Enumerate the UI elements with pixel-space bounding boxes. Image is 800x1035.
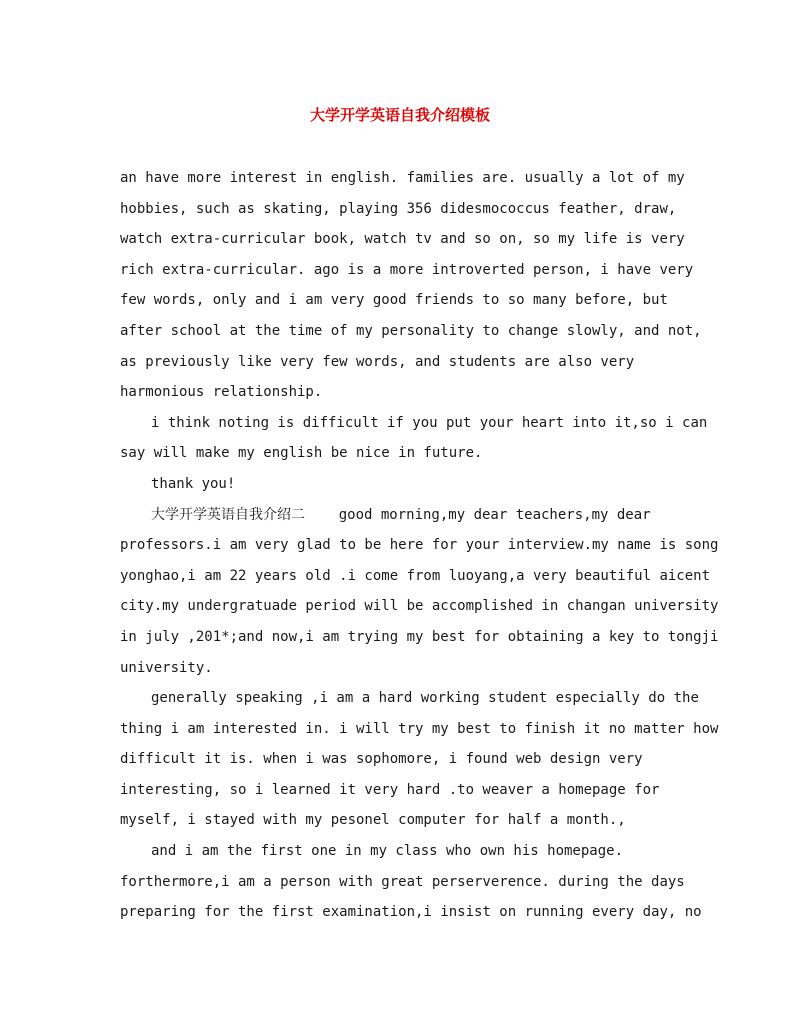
text-line: say will make my english be nice in future.	[120, 445, 483, 462]
text-line: 大学开学英语自我介绍二 good morning,my dear teachers,my dear	[151, 506, 651, 523]
paragraph-hobbies	[120, 163, 702, 408]
text-line: generally speaking ,i am a hard working student especially do the	[151, 690, 699, 707]
text-line: hobbies, such as skating, playing 356 didesmococcus feather, draw,	[120, 200, 677, 217]
text-line: in july ,201*;and now,i am trying my best for obtaining a key to tongji	[120, 628, 719, 645]
paragraph-homepage	[120, 836, 702, 928]
text-line: forthermore,i am a person with great perserverence. during the days	[120, 873, 685, 890]
text-line: few words, only and i am very good friends to so many before, but	[120, 292, 668, 309]
paragraph-difficult	[120, 408, 708, 469]
text-line: i think noting is difficult if you put your heart into it,so i can	[151, 414, 708, 431]
text-line: preparing for the first examination,i insist on running every day, no	[120, 904, 702, 921]
text-line: after school at the time of my personality to change slowly, and not,	[120, 322, 702, 339]
text-line: interesting, so i learned it very hard .to weaver a homepage for	[120, 781, 660, 798]
text-line: rich extra-curricular. ago is a more introverted person, i have very	[120, 261, 694, 278]
paragraph-thanks	[120, 469, 682, 500]
text-line: yonghao,i am 22 years old .i come from luoyang,a very beautiful aicent	[120, 567, 711, 584]
document-body	[120, 163, 719, 928]
paragraph-intro-two	[120, 500, 719, 684]
text-line: university.	[120, 659, 213, 676]
text-line: harmonious relationship.	[120, 384, 323, 401]
text-line: and i am the first one in my class who own his homepage.	[151, 843, 624, 860]
paragraph-hard-working	[120, 683, 719, 836]
text-line: difficult it is. when i was sophomore, i found web design very	[120, 751, 643, 768]
text-line: thing i am interested in. i will try my best to finish it no matter how	[120, 720, 719, 737]
document-title: 大学开学英语自我介绍模板	[309, 106, 490, 124]
text-line: city.my undergratuade period will be accomplished in changan university	[120, 598, 719, 615]
text-line: an have more interest in english. families are. usually a lot of my	[120, 170, 685, 186]
text-line: as previously like very few words, and students are also very	[120, 353, 635, 370]
text-line: professors.i am very glad to be here for your interview.my name is song	[120, 537, 719, 554]
text-line: myself, i stayed with my pesonel computer for half a month.,	[120, 812, 626, 829]
text-line: thank you!	[151, 475, 236, 492]
text-line: watch extra-curricular book, watch tv and so on, so my life is very	[120, 231, 685, 248]
